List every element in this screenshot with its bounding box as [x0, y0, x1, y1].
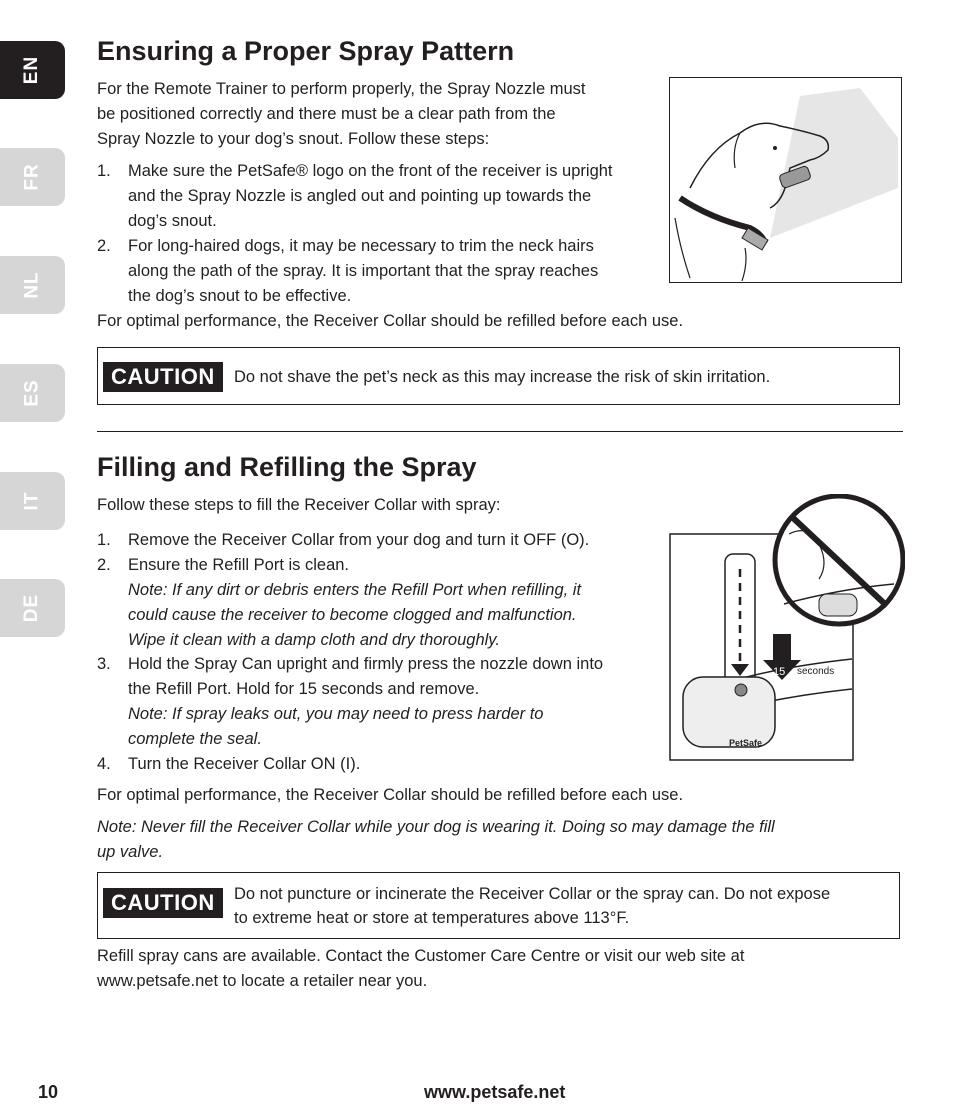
step-number: 3. [97, 655, 111, 673]
note-line: up valve. [97, 843, 164, 861]
section2-closing: For optimal performance, the Receiver Collar should be refilled before each use. [97, 786, 684, 804]
text-line: Make sure the PetSafe® logo on the front of the receiver is upright [128, 162, 613, 180]
text-line: For the Remote Trainer to perform properly, the Spray Nozzle must [97, 80, 586, 98]
step-number: 2. [97, 556, 111, 574]
section2-note [97, 815, 775, 865]
text-line: Ensure the Refill Port is clean. [128, 556, 350, 574]
text-line: and the Spray Nozzle is angled out and pointing up towards the [128, 187, 592, 205]
footer-url[interactable]: www.petsafe.net [424, 1082, 566, 1102]
note-line: Note: Never fill the Receiver Collar while your dog is wearing it. Doing so may damage the fill [97, 818, 775, 836]
list-item [97, 752, 657, 777]
caution-text [234, 882, 830, 930]
dog-spray-illustration [669, 77, 902, 283]
caution-label: CAUTION [103, 888, 223, 918]
caution-label: CAUTION [103, 362, 223, 392]
tab-fr[interactable] [0, 148, 65, 206]
text-line: be positioned correctly and there must be a clear path from the [97, 105, 556, 123]
text-line: Hold the Spray Can upright and firmly press the nozzle down into [128, 655, 604, 673]
step-number: 2. [97, 237, 111, 255]
tab-label: EN [21, 55, 43, 85]
tab-en[interactable] [0, 41, 65, 99]
text-line: Spray Nozzle to your dog’s snout. Follow these steps: [97, 130, 490, 148]
tab-label: DE [21, 593, 43, 623]
caution-box [97, 872, 900, 939]
text-line: the Refill Port. Hold for 15 seconds and remove. [128, 680, 480, 698]
refill-illustration [669, 494, 905, 762]
text-line: dog’s snout. [128, 212, 217, 230]
section1-intro [97, 77, 585, 152]
section-title-spray-pattern: Ensuring a Proper Spray Pattern [97, 36, 515, 66]
text-line: Remove the Receiver Collar from your dog and turn it OFF (O). [128, 531, 590, 549]
caution-box [97, 347, 900, 405]
tab-es[interactable] [0, 364, 65, 422]
note-line: Wipe it clean with a damp cloth and dry thoroughly. [128, 631, 500, 649]
caution-text: Do not shave the pet’s neck as this may increase the risk of skin irritation. [234, 368, 771, 386]
section-title-filling: Filling and Refilling the Spray [97, 452, 477, 482]
tab-label: IT [21, 491, 43, 511]
list-item [97, 528, 657, 553]
text-line: Refill spray cans are available. Contact the Customer Care Centre or visit our web site at [97, 947, 745, 965]
list-item [97, 234, 657, 309]
section2-intro: Follow these steps to fill the Receiver Collar with spray: [97, 496, 501, 514]
list-item [97, 652, 657, 752]
brand-label: PetSafe [729, 738, 763, 748]
tab-label: ES [21, 379, 43, 407]
tab-de[interactable] [0, 579, 65, 637]
tab-nl[interactable] [0, 256, 65, 314]
note-line: could cause the receiver to become clogged and malfunction. [128, 606, 577, 624]
step-number: 1. [97, 162, 111, 180]
tab-it[interactable] [0, 472, 65, 530]
list-item [97, 553, 657, 653]
text-line: to extreme heat or store at temperatures above 113°F. [234, 909, 630, 927]
tab-label: NL [21, 271, 43, 299]
tab-label: FR [21, 163, 43, 191]
text-line: www.petsafe.net to locate a retailer near you. [97, 972, 428, 990]
seconds-label: seconds [797, 666, 835, 677]
list-item [97, 159, 657, 234]
seconds-value: 15 [773, 666, 786, 678]
note-line: Note: If spray leaks out, you may need to press harder to [128, 705, 544, 723]
step-number: 1. [97, 531, 111, 549]
text-line: Do not puncture or incinerate the Receiver Collar or the spray can. Do not expose [234, 885, 831, 903]
step-number: 4. [97, 755, 111, 773]
note-line: Note: If any dirt or debris enters the Refill Port when refilling, it [128, 581, 582, 599]
text-line: along the path of the spray. It is important that the spray reaches [128, 262, 599, 280]
section1-closing: For optimal performance, the Receiver Collar should be refilled before each use. [97, 312, 684, 330]
page-number: 10 [38, 1082, 59, 1102]
note-line: complete the seal. [128, 730, 262, 748]
section-divider [97, 431, 903, 432]
text-line: For long-haired dogs, it may be necessary to trim the neck hairs [128, 237, 594, 255]
refill-info [97, 944, 744, 994]
text-line: Turn the Receiver Collar ON (I). [128, 755, 361, 773]
text-line: the dog’s snout to be effective. [128, 287, 352, 305]
